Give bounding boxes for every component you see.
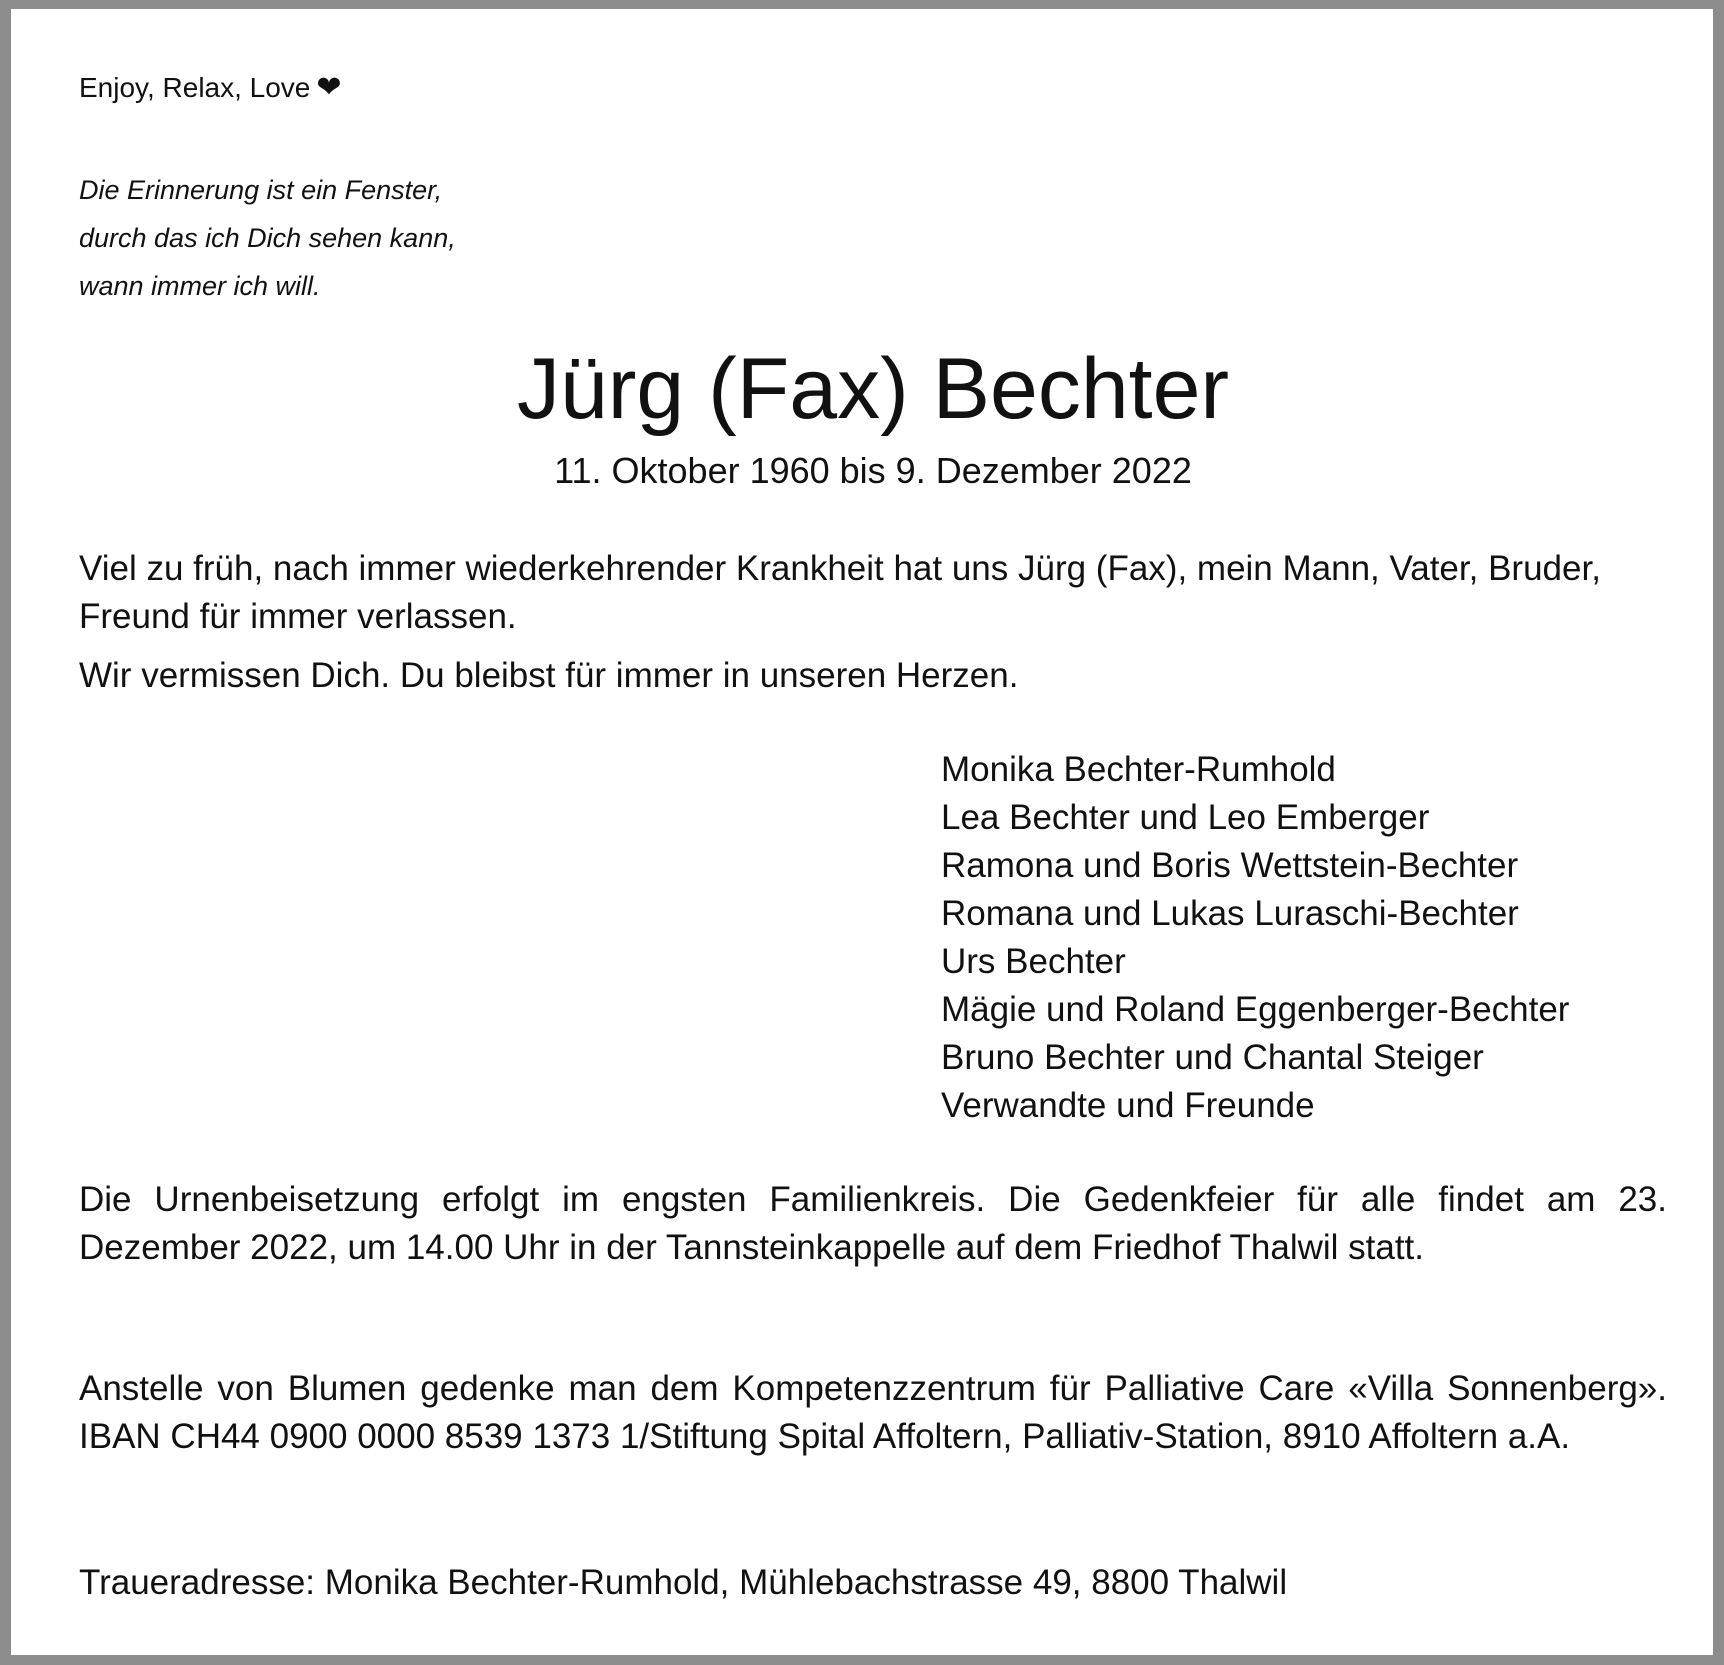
mourner-name: Mägie und Roland Eggenberger-Bechter	[941, 990, 1570, 1029]
heart-icon: ❤	[316, 71, 342, 104]
intro-paragraph-2: Wir vermissen Dich. Du bleibst für immer in unseren Herzen.	[79, 656, 1019, 695]
deceased-name: Jürg (Fax) Bechter	[516, 341, 1230, 437]
quote-line: Die Erinnerung ist ein Fenster,	[79, 175, 443, 205]
memorial-quote	[79, 166, 456, 310]
intro-paragraph: Viel zu früh, nach immer wiederkehrender Krankheit hat uns Jürg (Fax), mein Mann, Vater, Bruder, Freund für immer verlassen.	[79, 549, 1601, 636]
mourners-list	[941, 746, 1569, 1130]
motto-text: Enjoy, Relax, Love	[79, 72, 311, 103]
quote-line: durch das ich Dich sehen kann,	[79, 223, 456, 253]
mourning-address: Traueradresse: Monika Bechter-Rumhold, Mühlebachstrasse 49, 8800 Thalwil	[79, 1563, 1288, 1602]
mourner-name: Ramona und Boris Wettstein-Bechter	[941, 846, 1519, 885]
mourner-name: Romana und Lukas Luraschi-Bechter	[941, 894, 1519, 933]
ceremony-paragraph: Die Urnenbeisetzung erfolgt im engsten Familienkreis. Die Gedenkfeier für alle findet am 23. Dezember 2022, um 14.00 Uhr in der Tannsteinkappelle auf dem Friedhof Thalwil statt.	[79, 1180, 1667, 1267]
quote-line: wann immer ich will.	[79, 271, 321, 301]
mourner-name: Verwandte und Freunde	[941, 1086, 1315, 1125]
donation-paragraph: Anstelle von Blumen gedenke man dem Kompetenzzentrum für Palliative Care «Villa Sonnenberg». IBAN CH44 0900 0000 8539 1373 1/Stiftung Spital Affoltern, Palliativ-Station, 8910 Affoltern a.A.	[79, 1369, 1667, 1456]
mourner-name: Urs Bechter	[941, 942, 1126, 981]
life-dates: 11. Oktober 1960 bis 9. Dezember 2022	[554, 450, 1192, 491]
motto-line	[79, 71, 342, 105]
mourner-name: Lea Bechter und Leo Emberger	[941, 798, 1430, 837]
mourner-name: Bruno Bechter und Chantal Steiger	[941, 1038, 1484, 1077]
mourner-name: Monika Bechter-Rumhold	[941, 750, 1336, 789]
